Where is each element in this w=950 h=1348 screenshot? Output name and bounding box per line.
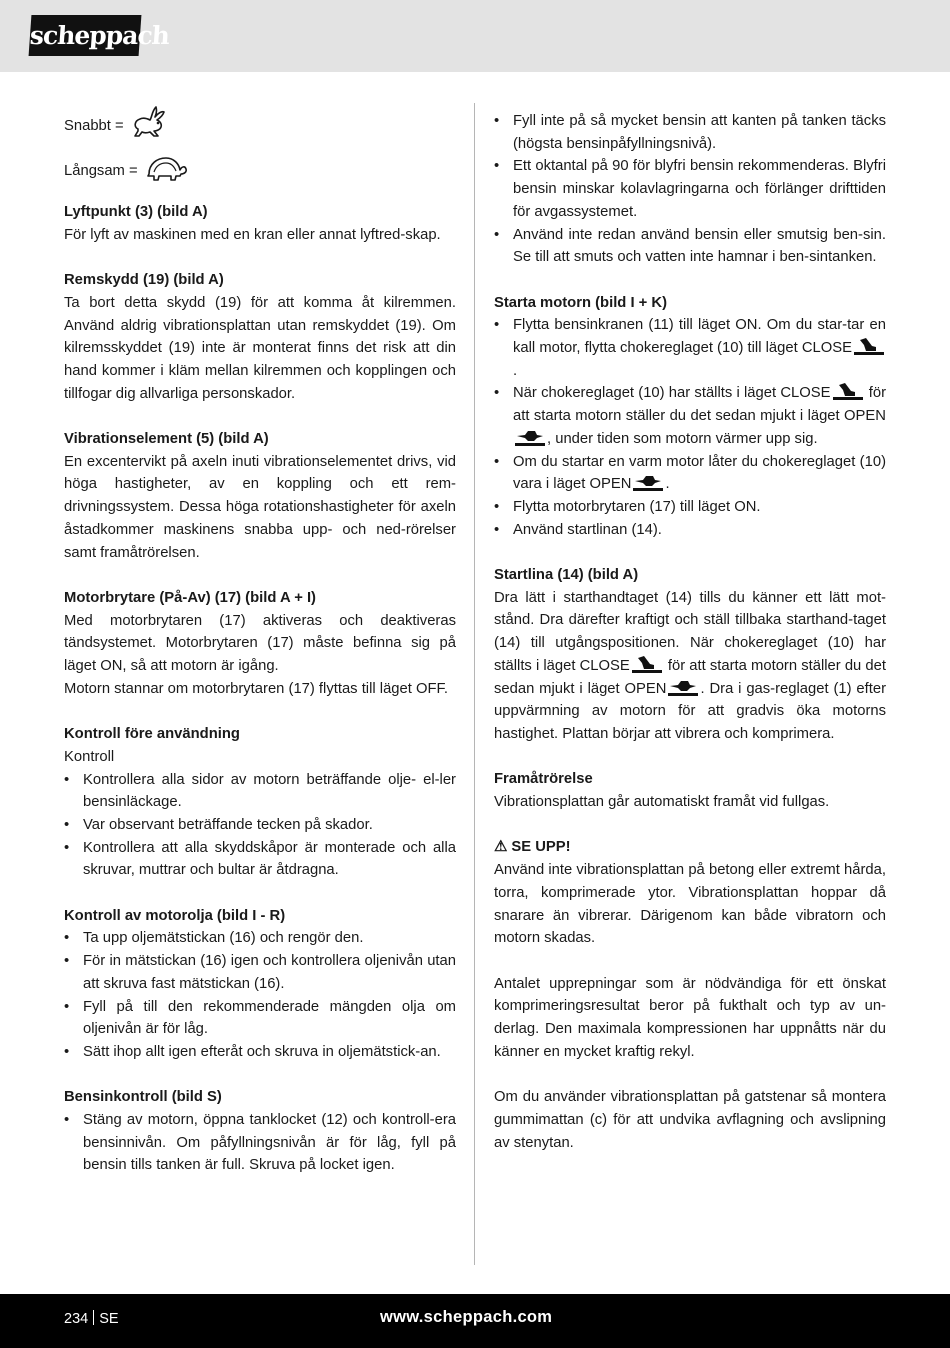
motorbrytare-text-2: Motorn stannar om motorbrytaren (17) flyttas till läget OFF. [64, 680, 449, 697]
warning-heading [494, 836, 886, 859]
rabbit-icon [130, 105, 170, 149]
footer-bar [0, 1294, 950, 1348]
choke-open-icon [633, 473, 663, 491]
bensinkontroll-list [64, 1109, 456, 1177]
list-item: • Kontrollera att alla skyddskåpor är monterade och alla skruvar, muttrar och bultar är åtdragna. [64, 837, 456, 882]
starta-item-3-end: . [665, 476, 670, 493]
list-item: • För in mätstickan (16) igen och kontrollera oljenivån utan att skruva fast mätstickan (16). [64, 950, 456, 995]
startlina-heading: Startlina (14) (bild A) [494, 567, 639, 584]
starta-heading: Starta motorn (bild I + K) [494, 294, 668, 311]
page-number [64, 1310, 119, 1327]
warning-label: SE UPP! [511, 839, 571, 856]
kontroll-list [64, 769, 456, 883]
website-url: www.scheppach.com [380, 1308, 553, 1326]
framatrorelse-heading: Framåtrörelse [494, 771, 593, 788]
right-column [494, 110, 886, 1154]
list-item: • Stäng av motorn, öppna tanklocket (12) och kontroll-era bensinnivån. Om påfyllningsnivån är för låg, fyll på bensin tills tanken är full. Skruva på locket igen. [64, 1109, 456, 1177]
starta-item-2-text: När chokereglaget (10) har ställts i läget CLOSE [513, 385, 831, 402]
scheppach-logo: scheppach [29, 15, 142, 56]
starta-item-2-mid: för att starta motorn ställer du det sedan mjukt i läget OPEN [513, 385, 886, 425]
list-item [494, 451, 886, 496]
list-item: • Ett oktantal på 90 för blyfri bensin rekommenderas. Blyfri bensin minskar kolavlagringarna och förlänger drifttiden för avgassystemet. [494, 155, 886, 223]
startlina-text-1: Dra lätt i starthandtaget (14) tills du känner ett lätt mot-stånd. Dra därefter kraftigt och ställ tillbaka starthand-taget (14) till utgångspositionen. När chokereglaget (10) har ställts i läget CLOSE [494, 589, 886, 674]
list-item [494, 382, 886, 450]
choke-close-icon [854, 337, 884, 355]
warning-text: Använd inte vibrationsplattan på betong eller extremt hårda, torra, komprimerade ytor. Vibrationsplattan hoppar då snarare än vibrerar. Därigenom kan både vibratorn och motorn skadas. [494, 862, 886, 947]
choke-close-icon [833, 382, 863, 400]
starta-list [494, 314, 886, 541]
list-item: • Fyll på till den rekommenderade mängden olja om oljenivån är för låg. [64, 996, 456, 1041]
remskydd-text: Ta bort detta skydd (19) för att komma åt kilremmen. Använd aldrig vibrationsplattan utan remskyddet (19). Om kilremsskyddet (19) inte är monterat finns det risk att din hand kommer i kläm mellan kilremmen och kopplingen och tillfogar dig allvarliga personskador. [64, 294, 456, 402]
language-code: SE [99, 1311, 119, 1327]
kontroll-heading: Kontroll före användning [64, 726, 240, 743]
vibrationselement-text: En excentervikt på axeln inuti vibrationselementet drivs, vid höga hastigheter, av en koppling och ett rem-drivningssystem. Dessa höga rotationshastigheter för axeln åstadkommer maskinens snabba upp- och ned-rörelser samt framåtrörelsen. [64, 453, 456, 561]
choke-close-icon [632, 655, 662, 673]
fuel-list [494, 110, 886, 269]
list-item: • Flytta motorbrytaren (17) till läget ON. [494, 496, 886, 519]
column-divider [474, 103, 475, 1265]
antalet-text: Antalet upprepningar som är nödvändiga för ett önskat komprimeringsresultat beror på fukthalt och typ av un-derlag. Den maximala kompressionen har uppnåtts när du känner en mycket kraftig rekyl. [494, 975, 886, 1060]
vibrationselement-heading: Vibrationselement (5) (bild A) [64, 431, 269, 447]
list-item: • Var observant beträffande tecken på skador. [64, 814, 456, 837]
list-item: • Ta upp oljemätstickan (16) och rengör den. [64, 927, 456, 950]
left-column [64, 110, 456, 1177]
startlina-text-2: för att starta motorn ställer du det sedan mjukt i läget OPEN [494, 657, 886, 697]
lyftpunkt-text: För lyft av maskinen med en kran eller annat lyftred-skap. [64, 226, 441, 243]
startlina-text-3: . Dra i gas-reglaget (1) efter uppvärmning av motorn för att gradvis öka motorns hastighet. Plattan börjar att vibrera och komprimera. [494, 680, 887, 742]
starta-item-1-end: . [513, 362, 518, 379]
bensinkontroll-heading: Bensinkontroll (bild S) [64, 1089, 222, 1106]
list-item: • Sätt ihop allt igen efteråt och skruva in oljemätstick-an. [64, 1041, 456, 1064]
kontroll-subheading: Kontroll [64, 748, 115, 765]
list-item [494, 314, 886, 382]
motorolja-heading: Kontroll av motorolja (bild I - R) [64, 907, 286, 924]
list-item: • Fyll inte på så mycket bensin att kanten på tanken täcks (högsta bensinpåfyllningsnivå). [494, 110, 886, 155]
startlina-text [494, 587, 886, 746]
page-separator [93, 1310, 94, 1325]
starta-item-1-text: Flytta bensinkranen (11) till läget ON. Om du star-tar en kall motor, flytta chokereglaget (10) till läget CLOSE [513, 317, 886, 357]
motorbrytare-heading: Motorbrytare (På-Av) (17) (bild A + I) [64, 589, 316, 606]
choke-open-icon [515, 428, 545, 446]
starta-item-3-text: Om du startar en varm motor låter du chokereglaget (10) vara i läget OPEN [513, 453, 886, 493]
page-number-value: 234 [64, 1311, 89, 1327]
header-bar [0, 0, 950, 72]
motorolja-list [64, 927, 456, 1063]
lyftpunkt-heading: Lyftpunkt (3) (bild A) [64, 204, 208, 220]
choke-open-icon [668, 678, 698, 696]
turtle-icon [144, 152, 188, 192]
langsam-label: Långsam = [64, 163, 138, 180]
langsam-row [64, 155, 456, 188]
warning-icon: ⚠ [494, 839, 508, 856]
list-item: • Kontrollera alla sidor av motorn beträffande olje- el-ler bensinläckage. [64, 769, 456, 814]
list-item: • Använd inte redan använd bensin eller smutsig ben-sin. Se till att smuts och vatten inte hamnar i ben-sintanken. [494, 224, 886, 269]
remskydd-heading: Remskydd (19) (bild A) [64, 272, 224, 289]
gatstenar-text: Om du använder vibrationsplattan på gatstenar så montera gummimattan (c) för att undvika avflagning och avslipning av stenytan. [494, 1089, 886, 1151]
snabbt-row [64, 110, 456, 143]
starta-item-2-end: , under tiden som motorn värmer upp sig. [547, 430, 818, 447]
motorbrytare-text-1: Med motorbrytaren (17) aktiveras och deaktiveras tändsystemet. Motorbrytaren (17) måste befinna sig på läget ON, så att motorn är igång. [64, 612, 456, 675]
framatrorelse-text: Vibrationsplattan går automatiskt framåt vid fullgas. [494, 794, 830, 811]
snabbt-label: Snabbt = [64, 118, 124, 135]
list-item: • Använd startlinan (14). [494, 519, 886, 542]
